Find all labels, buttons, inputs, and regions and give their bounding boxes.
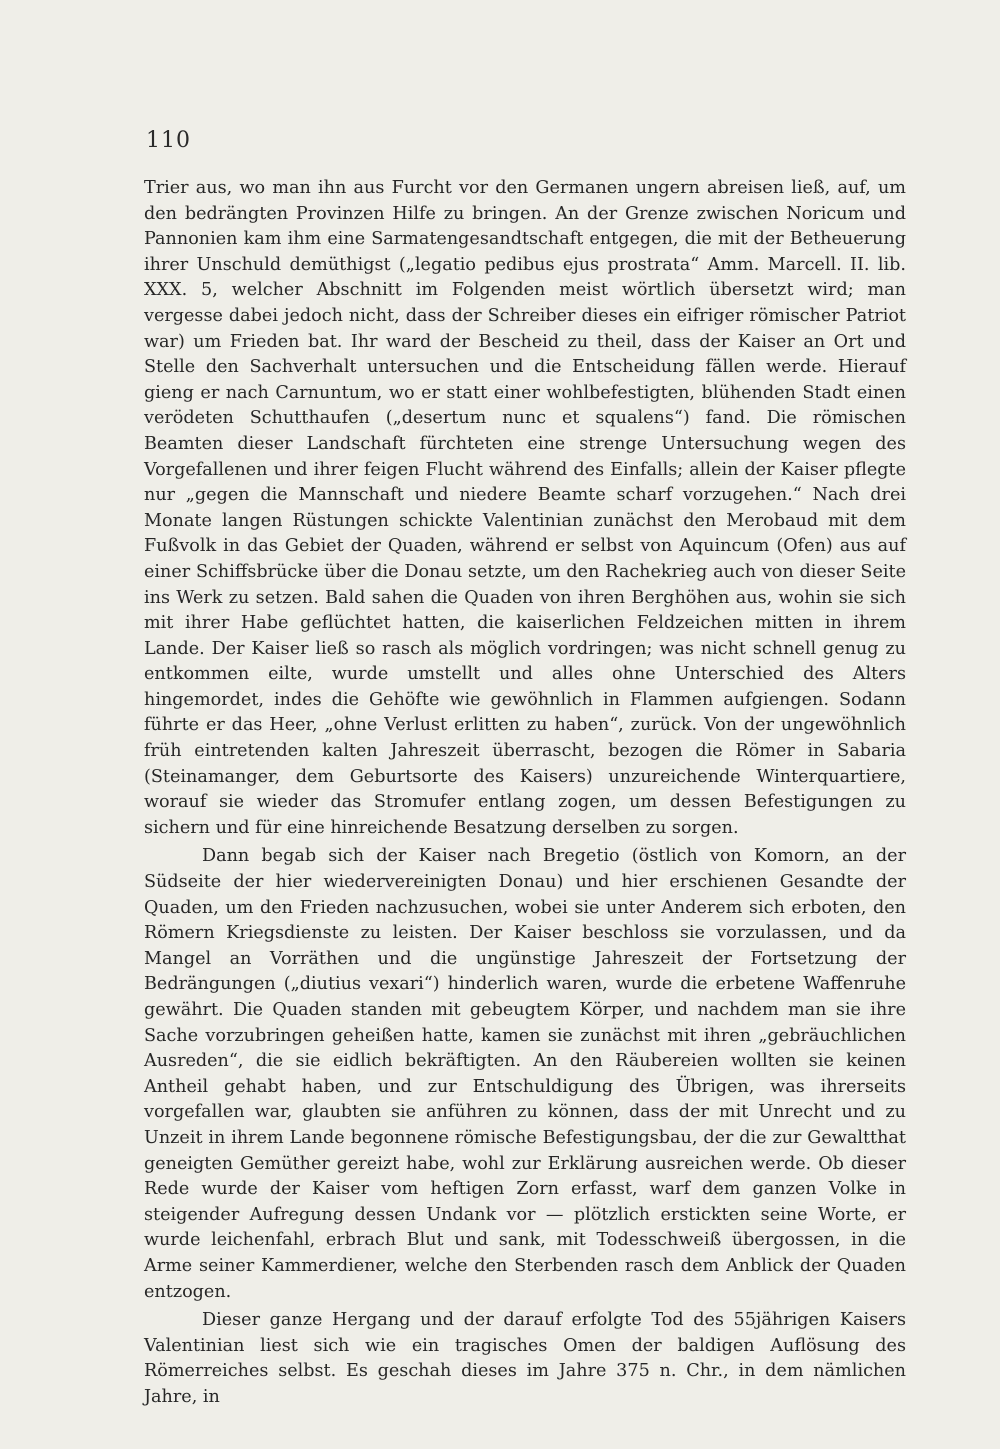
paragraph-2: Dann begab sich der Kaiser nach Bregetio (östlich von Komorn, an der Südseite der hier wiedervereinigten Donau) und hier erschienen Gesandte der Quaden, um den Frieden nachzusuchen, wobei sie unter Anderem sich erboten, den Römern Kriegsdienste zu leisten. Der Kaiser beschloss sie vorzulassen, und da Mangel an Vorräthen und die ungünstige Jahreszeit der Fortsetzung der Bedrängungen („diutius vexari“) hinderlich waren, wurde die erbetene Waffenruhe gewährt. Die Quaden standen mit gebeugtem Körper, und nachdem man sie ihre Sache vorzubringen geheißen hatte, kamen sie zunächst mit ihren „gebräuchlichen Ausreden“, die sie eidlich bekräftigten. An den Räubereien wollten sie keinen Antheil gehabt haben, und zur Entschuldigung des Übrigen, was ihrerseits vorgefallen war, glaubten sie anführen zu können, dass der mit Unrecht und zu Unzeit in ihrem Lande begonnene römische Befestigungsbau, der die zur Gewaltthat geneigten Gemüther gereizt habe, wohl zur Erklärung ausreichen werde. Ob dieser Rede wurde der Kaiser vom heftigen Zorn erfasst, warf dem ganzen Volke in steigender Aufregung dessen Undank vor — plötzlich erstickten seine Worte, er wurde leichenfahl, erbrach Blut und sank, mit Todesschweiß übergossen, in die Arme seiner Kammerdiener, welche den Sterbenden rasch dem Anblick der Quaden entzogen. [144,846,906,1302]
paragraph-1: Trier aus, wo man ihn aus Furcht vor den Germanen ungern abreisen ließ, auf, um den bedrängten Provinzen Hilfe zu bringen. An der Grenze zwischen Noricum und Pannonien kam ihm eine Sarmatengesandtschaft entgegen, die mit der Betheuerung ihrer Unschuld demüthigst („legatio pedibus ejus prostrata“ Amm. Marcell. II. lib. XXX. 5, welcher Abschnitt im Folgenden meist wörtlich übersetzt wird; man vergesse dabei jedoch nicht, dass der Schreiber dieses ein eifriger römischer Patriot war) um Frieden bat. Ihr ward der Bescheid zu theil, dass der Kaiser an Ort und Stelle den Sachverhalt untersuchen und die Entscheidung fällen werde. Hierauf gieng er nach Carnuntum, wo er statt einer wohlbefestigten, blühenden Stadt einen verödeten Schutthaufen („desertum nunc et squalens“) fand. Die römischen Beamten dieser Landschaft fürchteten eine strenge Untersuchung wegen des Vorgefallenen und ihrer feigen Flucht während des Einfalls; allein der Kaiser pflegte nur „gegen die Mannschaft und niedere Beamte scharf vorzugehen.“ Nach drei Monate langen Rüstungen schickte Valentinian zunächst den Merobaud mit dem Fußvolk in das Gebiet der Quaden, während er selbst von Aquincum (Ofen) aus auf einer Schiffsbrücke über die Donau setzte, um den Rachekrieg auch von dieser Seite ins Werk zu setzen. Bald sahen die Quaden von ihren Berghöhen aus, wohin sie sich mit ihrer Habe geflüchtet hatten, die kaiserlichen Feldzeichen mitten in ihrem Lande. Der Kaiser ließ so rasch als möglich vordringen; was nicht schnell genug zu entkommen eilte, wurde umstellt und alles ohne Unterschied des Alters hingemordet, indes die Gehöfte wie gewöhnlich in Flammen aufgiengen. Sodann führte er das Heer, „ohne Verlust erlitten zu haben“, zurück. Von der ungewöhnlich früh eintretenden kalten Jahreszeit überrascht, bezogen die Römer in Sabaria (Steinamanger, dem Geburtsorte des Kaisers) unzureichende Winterquartiere, worauf sie wieder das Stromufer entlang zogen, um dessen Befestigungen zu sichern und für eine hinreichende Besatzung derselben zu sorgen. [144,178,906,838]
page-number: 110 [146,128,191,153]
body-text [144,176,906,1411]
paragraph-3: Dieser ganze Hergang und der darauf erfolgte Tod des 55jährigen Kaisers Valentinian liest sich wie ein tragisches Omen der baldigen Auflösung des Römerreiches selbst. Es geschah dieses im Jahre 375 n. Chr., in dem nämlichen Jahre, in [144,1310,906,1407]
